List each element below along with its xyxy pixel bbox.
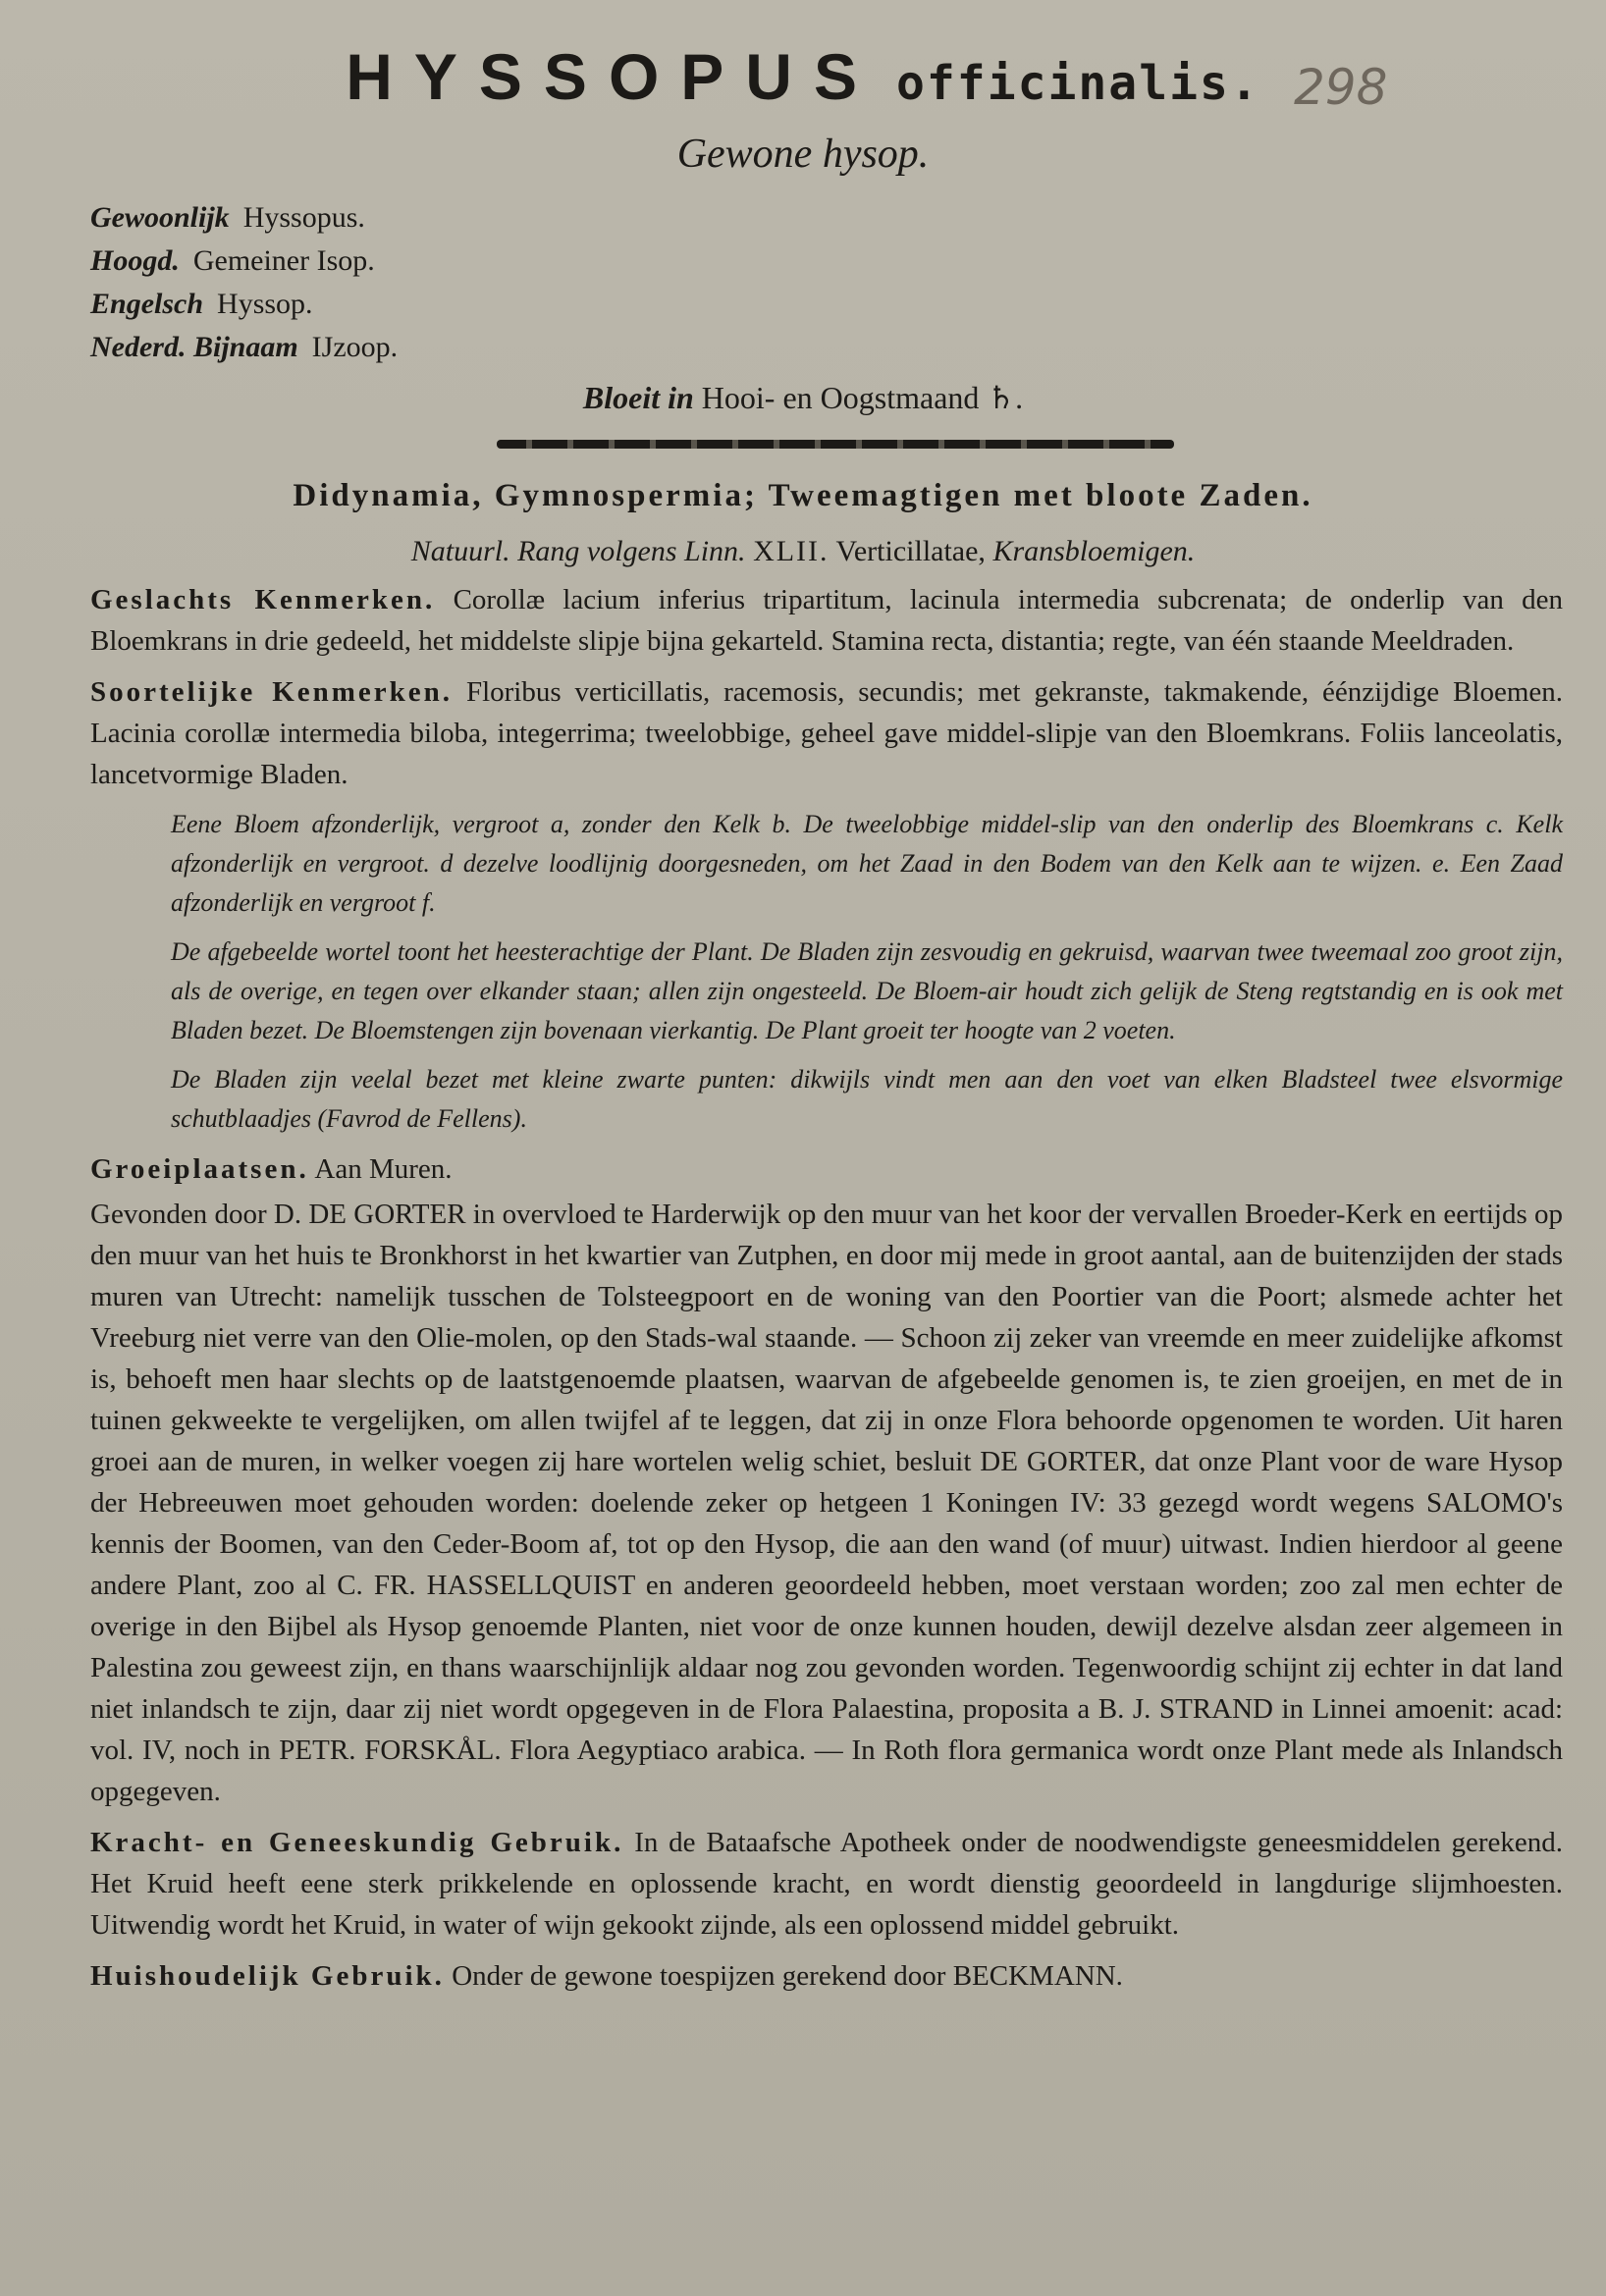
main-text xyxy=(90,579,1563,2006)
common-name-row xyxy=(90,240,398,283)
common-name-row xyxy=(90,196,398,240)
name-value: Hyssopus. xyxy=(242,201,365,234)
page-number: 298 xyxy=(1294,59,1388,116)
section-heading: Geslachts Kenmerken. xyxy=(90,584,436,615)
section-heading: Groeiplaatsen. xyxy=(90,1153,309,1185)
household-use-paragraph xyxy=(90,1955,1563,1997)
section-text: Onder de gewone toespijzen gerekend door BECKMANN. xyxy=(452,1960,1123,1992)
rank-dutch: Kransbloemigen. xyxy=(992,535,1196,567)
common-names-list xyxy=(90,196,398,369)
section-text: Aan Muren. xyxy=(314,1153,453,1185)
name-value: Hyssop. xyxy=(217,288,313,320)
linnaean-class: Didynamia, Gymnospermia; Tweemagtigen met bloote Zaden. xyxy=(293,478,1313,513)
common-name-row xyxy=(90,326,398,369)
section-heading: Huishoudelijk Gebruik. xyxy=(90,1960,445,1992)
title-species: officinalis. xyxy=(896,56,1260,111)
natural-rank xyxy=(0,535,1606,568)
title-genus: HYSSOPUS xyxy=(346,40,879,113)
habitat-paragraph xyxy=(90,1148,1563,1190)
bloom-value: Hooi- en Oogstmaand ♄. xyxy=(701,380,1024,415)
bloom-period xyxy=(0,379,1606,416)
rank-number: XLII. xyxy=(753,535,830,567)
name-language: Gewoonlijk xyxy=(90,201,230,234)
rank-name: Verticillatae, xyxy=(835,535,986,567)
common-name-row xyxy=(90,283,398,326)
found-paragraph: Gevonden door D. DE GORTER in overvloed te Harderwijk op den muur van het koor der vervallen Broeder-Kerk en eertijds op den muur van het huis te Bronkhorst in het kwartier van Zutphen, en door mij mede in groot aantal, aan de buitenzijden der stads muren van Utrecht: namelijk tusschen de Tolsteegpoort en de woning van den Poortier van die Poort; alsmede achter het Vreeburg niet verre van den Olie-molen, op den Stads-wal staande. — Schoon zij zeker van vreemde en meer zuidelijke afkomst is, behoeft men haar slechts op de laatstgenoemde plaatsen, waarvan de afgebeelde genomen is, te zien groeijen, en met de in tuinen gekweekte te vergelijken, om allen twijfel af te leggen, dat zij in onze Flora behoorde opgenomen te worden. Uit haren groei aan de muren, in welker voegen zij hare wortelen welig schiet, besluit DE GORTER, dat onze Plant voor de ware Hysop der Hebreeuwen moet gehouden worden: doelende zeker op hetgeen 1 Koningen IV: 33 gezegd wordt wegens SALOMO's kennis der Boomen, van den Ceder-Boom af, tot op den Hysop, die aan den wand (of muur) uitwast. Indien hierdoor al geene andere Plant, zoo al C. FR. HASSELLQUIST en anderen geoordeeld hebben, moet verstaan worden; zoo zal men echter de overige in den Bijbel als Hysop genoemde Planten, niet voor de onze kunnen houden, dewijl dezelve alsdan zeer algemeen in Palestina zou geweest zijn, en thans waarschijnlijk aldaar nog zou gevonden worden. Tegenwoordig schijnt zij echter in dat land niet inlandsch te zijn, daar zij niet wordt opgegeven in de Flora Palaestina, proposita a B. J. STRAND in Linnei amoenit: acad: vol. IV, noch in PETR. FORSKÅL. Flora Aegyptiaco arabica. — In Roth flora germanica wordt onze Plant mede als Inlandsch opgegeven. xyxy=(90,1199,1563,1807)
bloom-label: Bloeit in xyxy=(582,380,694,415)
species-characters-paragraph xyxy=(90,671,1563,795)
figure-note: Eene Bloem afzonderlijk, vergroot a, zonder den Kelk b. De tweelobbige middel-slip van den onderlip des Bloemkrans c. Kelk afzonderlijk en vergroot. d dezelve loodlijnig doorgesneden, om het Zaad in den Bodem van den Kelk aan te wijzen. e. Een Zaad afzonderlijk en vergroot f. xyxy=(171,810,1563,917)
section-text: Floribus verticillatis, racemosis, secundis; met gekranste, takmakende, éénzijdige Bloemen. Lacinia corollæ intermedia biloba, integerrima; tweelobbige, geheel gave middel-slipje van den Bloemkrans. Foliis lanceolatis, lancetvormige Bladen. xyxy=(90,676,1564,790)
section-text: In de Bataafsche Apotheek onder de noodwendigste geneesmiddelen gerekend. Het Kruid heeft eene sterk prikkelende en oplossende kracht, en wordt dienstig geoordeeld in langdurige slijmhoesten. Uitwendig wordt het Kruid, in water of wijn gekookt zijnde, als een oplossend middel gebruikt. xyxy=(90,1827,1563,1941)
name-language: Engelsch xyxy=(90,288,204,320)
description-note: De afgebeelde wortel toont het heesterachtige der Plant. De Bladen zijn zesvoudig en gekruisd, waarvan twee tweemaal zoo groot zijn, als de overige, en tegen over elkander staan; allen zijn ongesteeld. De Bloem-air houdt zich gelijk de Steng regtstandig en is ook met Bladen bezet. De Bloemstengen zijn bovenaan vierkantig. De Plant groeit ter hoogte van 2 voeten. xyxy=(171,937,1563,1044)
genus-characters-paragraph xyxy=(90,579,1563,662)
section-heading: Soortelijke Kenmerken. xyxy=(90,676,454,708)
rank-lead: Natuurl. Rang volgens Linn. xyxy=(410,535,746,567)
decorative-divider xyxy=(497,440,1174,449)
name-value: Gemeiner Isop. xyxy=(192,244,375,277)
name-language: Nederd. Bijnaam xyxy=(90,331,298,363)
medicinal-use-paragraph xyxy=(90,1822,1563,1946)
section-heading: Kracht- en Geneeskundig Gebruik. xyxy=(90,1827,624,1858)
page-subtitle: Gewone hysop. xyxy=(676,132,930,177)
section-text: Corollæ lacium inferius tripartitum, lacinula intermedia subcrenata; de onderlip van den Bloemkrans in drie gedeeld, het middelste slipje bijna gekarteld. Stamina recta, distantia; regte, van één staande Meeldraden. xyxy=(90,584,1563,657)
name-value: IJzoop. xyxy=(311,331,399,363)
description-note: De Bladen zijn veelal bezet met kleine zwarte punten: dikwijls vindt men aan den voet van elken Bladsteel twee elsvormige schutblaadjes (Favrod de Fellens). xyxy=(171,1065,1563,1133)
name-language: Hoogd. xyxy=(90,244,180,277)
